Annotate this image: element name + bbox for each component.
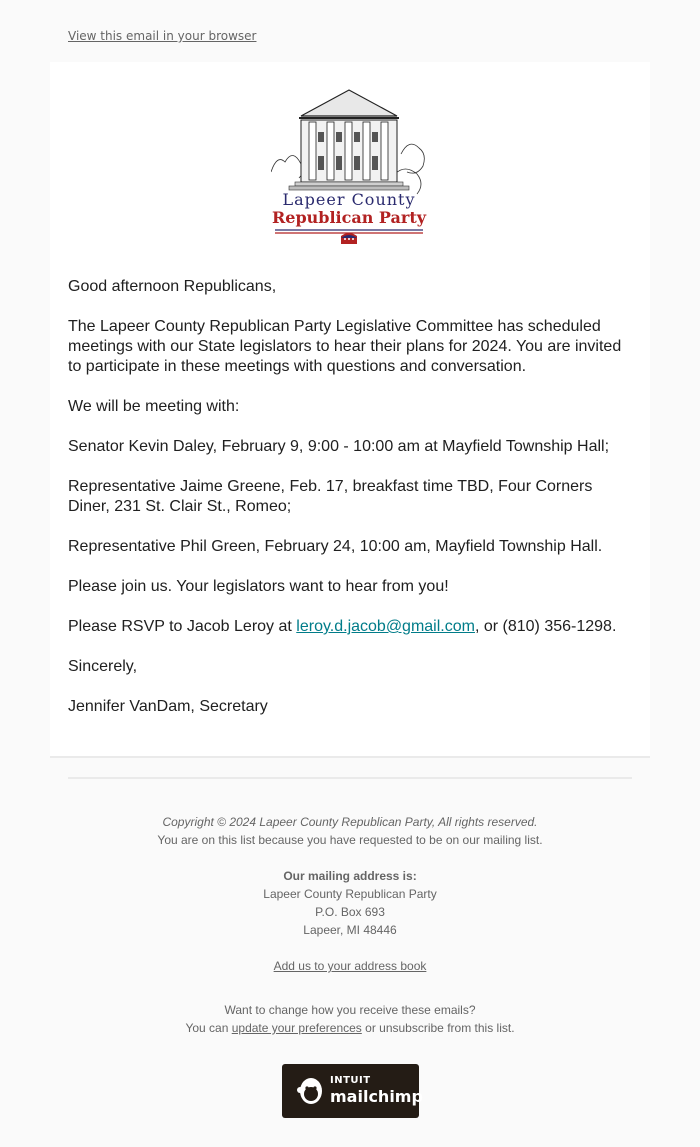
preferences-line (0, 1019, 700, 1037)
unsubscribe-text: or unsubscribe from this list. (361, 1021, 515, 1035)
copyright-text: Copyright © 2024 Lapeer County Republican Party, All rights reserved. (162, 815, 538, 829)
address-city: Lapeer, MI 48446 (303, 923, 397, 937)
meeting-item: Representative Jaime Greene, Feb. 17, breakfast time TBD, Four Corners Diner, 231 St. Clair St., Romeo; (68, 478, 593, 515)
rsvp-paragraph (68, 617, 633, 637)
update-preferences-link[interactable]: update your preferences (231, 1021, 362, 1035)
meeting-item: Senator Kevin Daley, February 9, 9:00 - 10:00 am at Mayfield Township Hall; (68, 438, 610, 455)
list-reason-text: You are on this list because you have requested to be on our mailing list. (157, 833, 543, 847)
address-name: Lapeer County Republican Party (263, 887, 437, 901)
email-card (50, 62, 650, 758)
svg-text:Republican Party: Republican Party (271, 208, 427, 227)
mailing-address-heading: Our mailing address is: (283, 869, 417, 883)
rsvp-email-link[interactable]: leroy.d.jacob@gmail.com (296, 618, 475, 635)
view-in-browser-link[interactable]: View this email in your browser (68, 29, 257, 43)
email-body (68, 277, 633, 737)
party-logo (271, 84, 427, 244)
meeting-item: Representative Phil Green, February 24, 10:00 am, Mayfield Township Hall. (68, 538, 603, 555)
mailchimp-label: mailchimp (330, 1087, 423, 1106)
rsvp-prefix: Please RSVP to Jacob Leroy at (68, 618, 297, 635)
footer-divider (68, 777, 632, 779)
you-can-text: You can (185, 1021, 232, 1035)
address-box: P.O. Box 693 (315, 905, 385, 919)
greeting-text: Good afternoon Republicans, (68, 278, 277, 295)
intuit-label: INTUIT (330, 1075, 371, 1086)
meeting-with-text: We will be meeting with: (68, 398, 240, 415)
intro-paragraph: The Lapeer County Republican Party Legislative Committee has scheduled meetings with our State legislators to hear their plans for 2024. You are invited to participate in these meetings with questions and conversation. (68, 318, 622, 375)
join-text: Please join us. Your legislators want to hear from you! (68, 578, 449, 595)
mailchimp-logo-icon (296, 1075, 326, 1107)
email-footer (0, 813, 700, 1037)
svg-text:Lapeer County: Lapeer County (282, 190, 416, 209)
closing-text: Sincerely, (68, 658, 138, 675)
mailchimp-badge[interactable] (282, 1064, 423, 1118)
change-question-text: Want to change how you receive these emails? (224, 1003, 476, 1017)
add-address-book-link[interactable]: Add us to your address book (273, 959, 427, 973)
signature-text: Jennifer VanDam, Secretary (68, 698, 268, 715)
rsvp-suffix: , or (810) 356-1298. (474, 618, 617, 635)
